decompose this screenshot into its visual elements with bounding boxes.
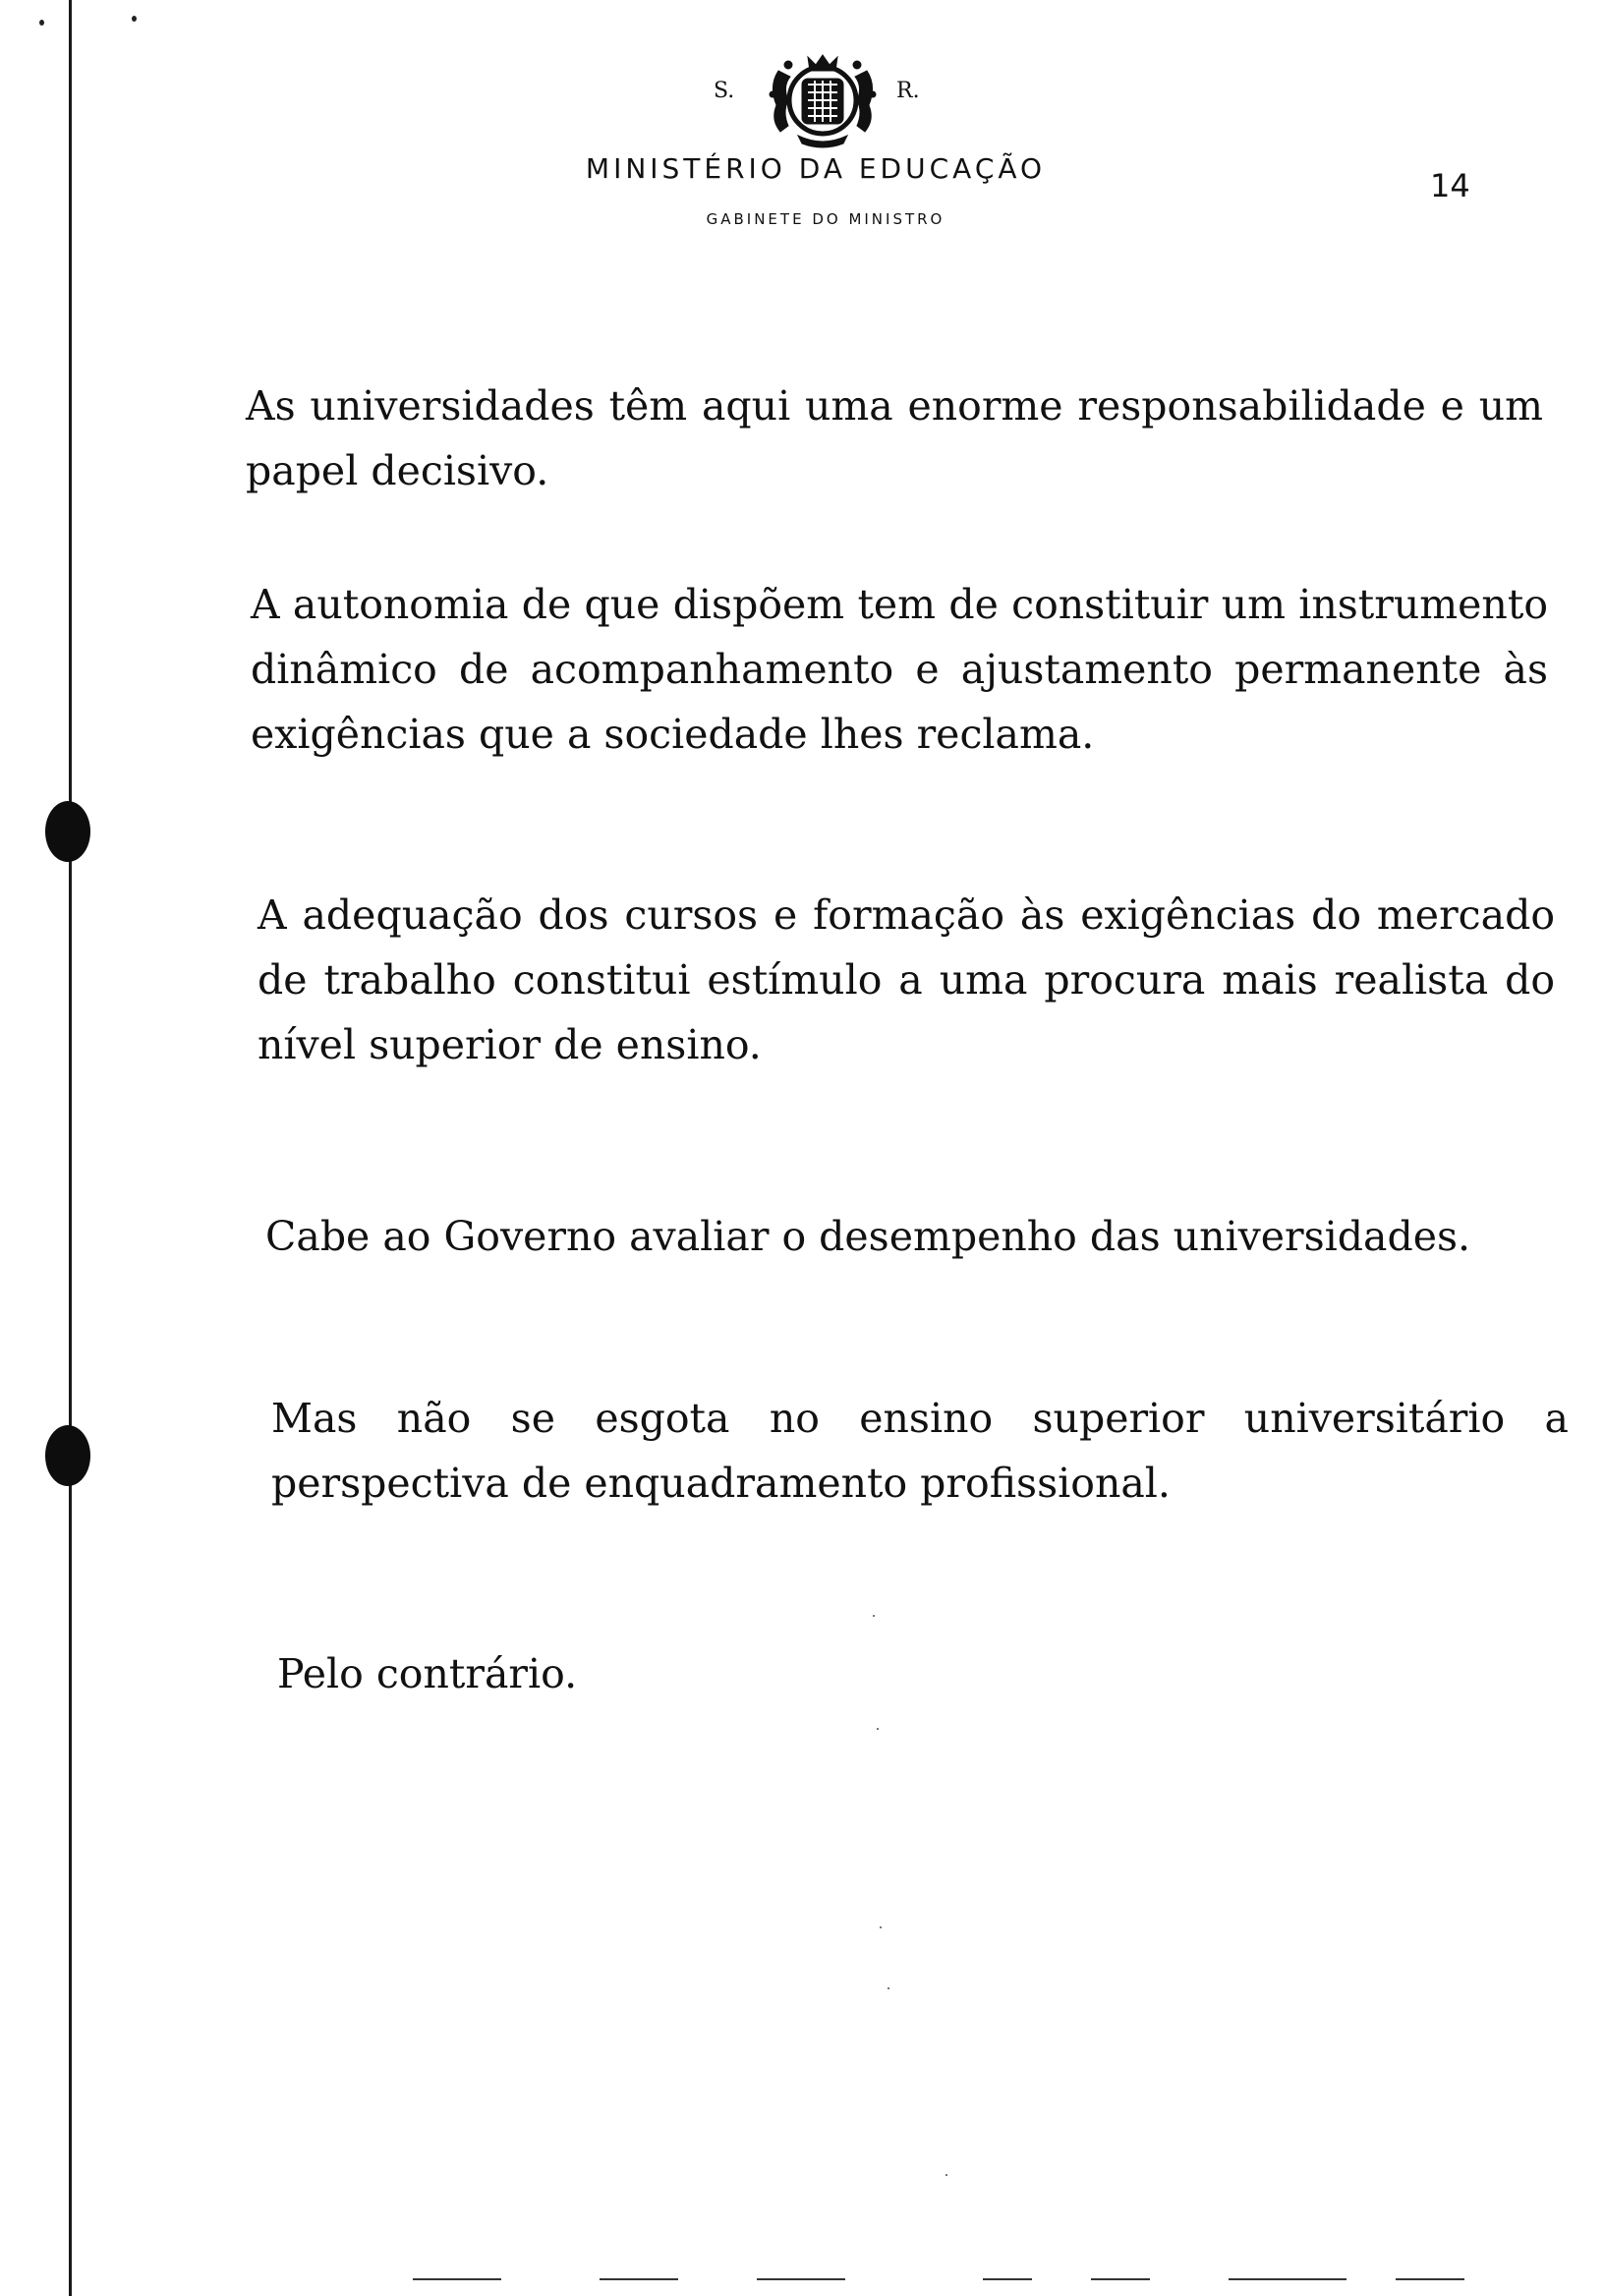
republic-emblem-icon bbox=[759, 51, 887, 149]
paragraph: A autonomia de que dispõem tem de constituir um instrumento dinâmico de acompanhamento e ajustamento permanente às exigências que a sociedade lhes reclama. bbox=[251, 581, 1548, 758]
punch-hole bbox=[45, 1425, 90, 1486]
scan-speck bbox=[877, 1728, 879, 1730]
paragraph: As universidades têm aqui uma enorme responsabilidade e um papel decisivo. bbox=[246, 382, 1543, 494]
paragraph: Cabe ao Governo avaliar o desempenho das universidades. bbox=[265, 1213, 1471, 1260]
footer-rule bbox=[1229, 2278, 1346, 2280]
emblem-letter-r: R. bbox=[896, 79, 920, 103]
scan-speck bbox=[880, 1926, 882, 1928]
scan-speck bbox=[873, 1615, 875, 1617]
footer-rule bbox=[413, 2278, 501, 2280]
ministry-name: MINISTÉRIO DA EDUCAÇÃO bbox=[585, 152, 1047, 185]
footer-rule bbox=[757, 2278, 845, 2280]
cabinet-name: GABINETE DO MINISTRO bbox=[706, 210, 945, 228]
paragraph: A adequação dos cursos e formação às exigências do mercado de trabalho constitui estímulo a uma procura mais realista do nível superior de ensino. bbox=[258, 891, 1555, 1068]
footer-rule bbox=[600, 2278, 678, 2280]
page-number: 14 bbox=[1430, 167, 1470, 204]
footer-rule bbox=[983, 2278, 1032, 2280]
footer-rule bbox=[1396, 2278, 1464, 2280]
scan-speck bbox=[945, 2174, 947, 2176]
scan-speck bbox=[888, 1987, 889, 1989]
letterhead bbox=[0, 0, 1604, 256]
paragraph: Mas não se esgota no ensino superior universitário a perspectiva de enquadramento profissional. bbox=[271, 1395, 1569, 1507]
page-binding-edge bbox=[69, 0, 72, 2296]
emblem-letter-s: S. bbox=[714, 79, 735, 103]
paragraph: Pelo contrário. bbox=[277, 1650, 578, 1697]
punch-hole bbox=[45, 801, 90, 862]
footer-rule bbox=[1091, 2278, 1150, 2280]
coat-of-arms bbox=[708, 51, 934, 149]
